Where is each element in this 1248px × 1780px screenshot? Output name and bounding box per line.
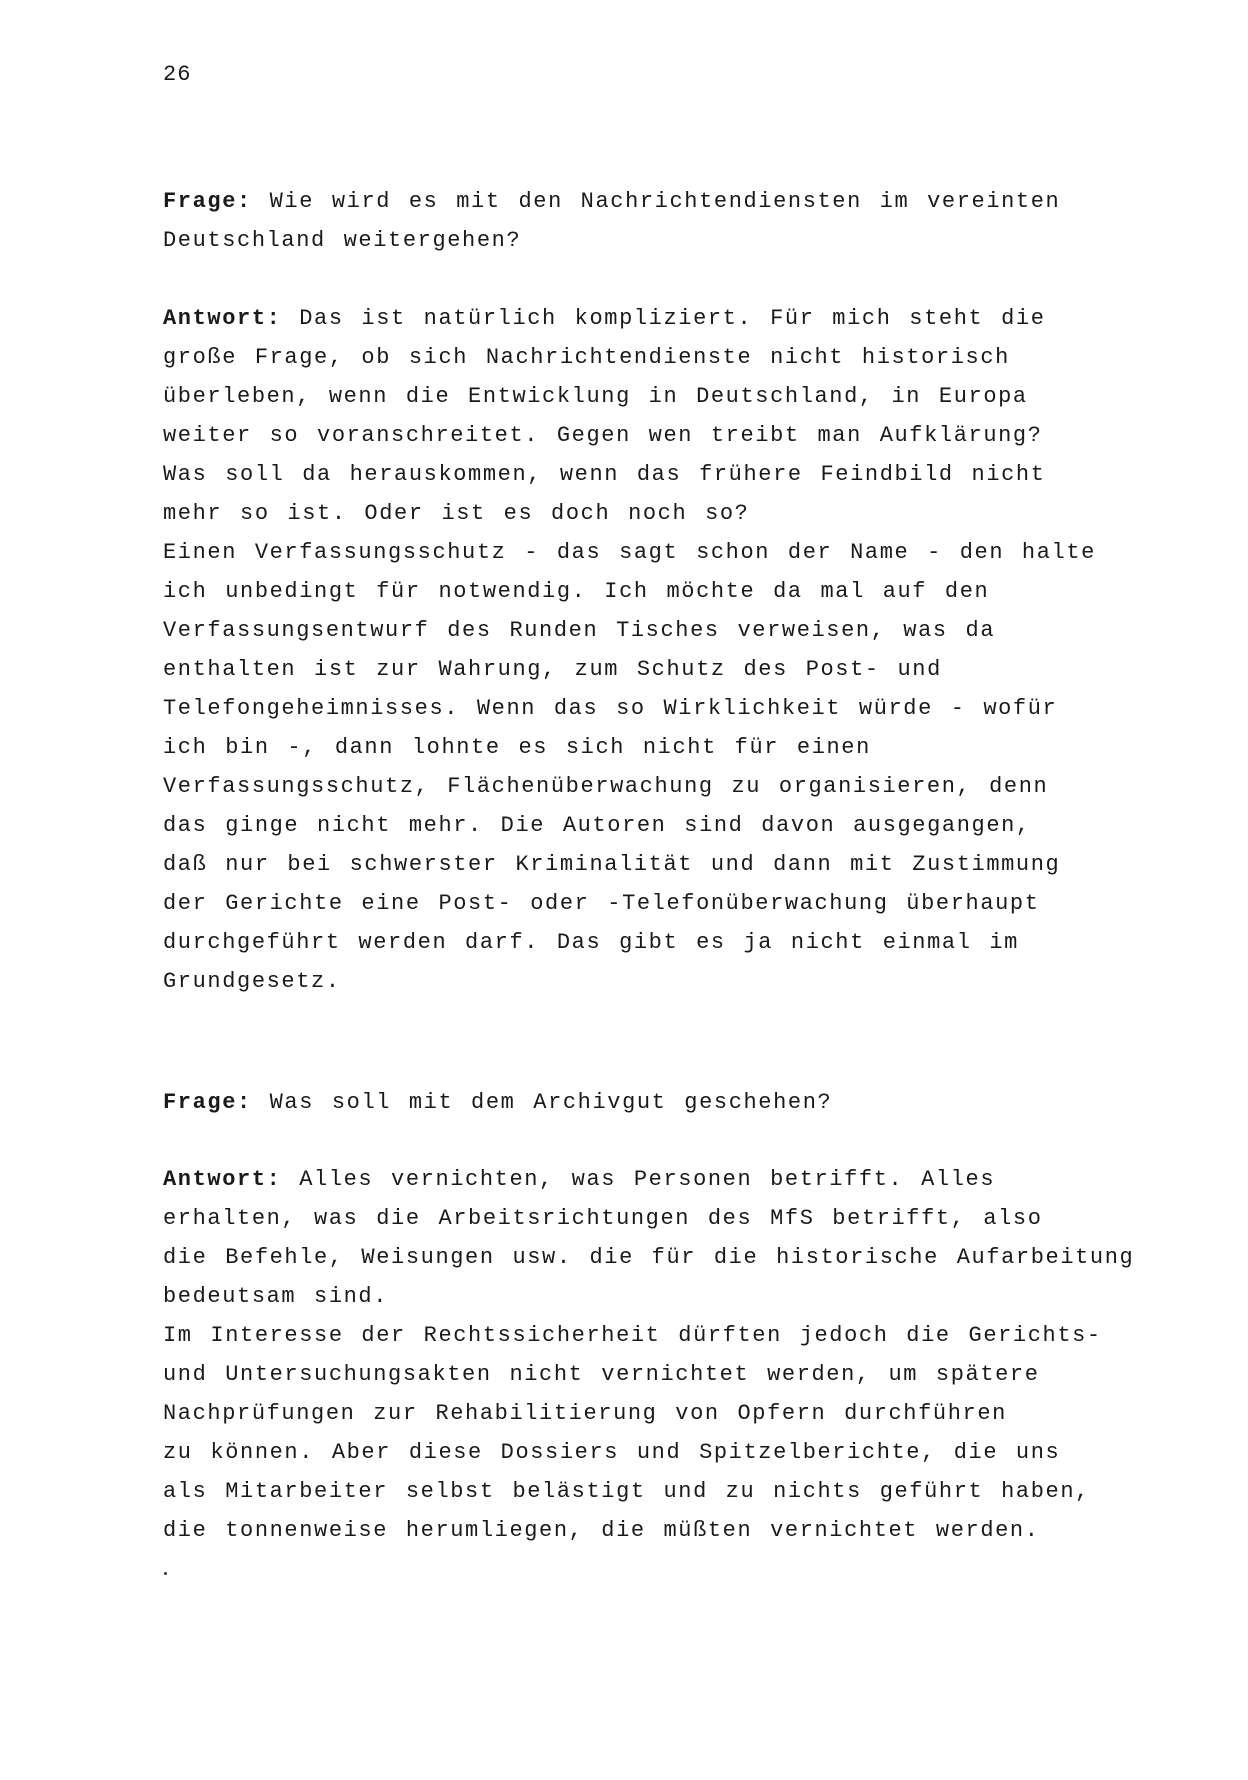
stray-mark	[164, 1572, 167, 1575]
text-line: überleben, wenn die Entwicklung in Deutschland, in Europa	[163, 384, 1028, 409]
text-line: und Untersuchungsakten nicht vernichtet werden, um spätere	[163, 1362, 1040, 1387]
text-line: Was soll da herauskommen, wenn das frühere Feindbild nicht	[163, 462, 1046, 487]
text-line: Frage: Wie wird es mit den Nachrichtendiensten im vereinten	[163, 189, 1061, 214]
question-label: Frage:	[163, 1090, 252, 1115]
text-line: durchgeführt werden darf. Das gibt es ja nicht einmal im	[163, 930, 1019, 955]
answer-label: Antwort:	[163, 1167, 282, 1192]
answer-label: Antwort:	[163, 306, 282, 331]
text-line: Antwort: Das ist natürlich kompliziert. Für mich steht die	[163, 306, 1046, 331]
text-line: bedeutsam sind.	[163, 1284, 389, 1309]
text-line: Verfassungsentwurf des Runden Tisches verweisen, was da	[163, 618, 996, 643]
text-line: als Mitarbeiter selbst belästigt und zu nichts geführt haben,	[163, 1479, 1090, 1504]
question-label: Frage:	[163, 189, 252, 214]
text-line: weiter so voranschreitet. Gegen wen treibt man Aufklärung?	[163, 423, 1043, 448]
text-line: Verfassungsschutz, Flächenüberwachung zu organisieren, denn	[163, 774, 1049, 799]
question-1	[163, 182, 1193, 260]
text-line: die tonnenweise herumliegen, die müßten vernichtet werden.	[163, 1518, 1040, 1543]
text-line: Grundgesetz.	[163, 969, 341, 994]
text-line: ich unbedingt für notwendig. Ich möchte da mal auf den	[163, 579, 990, 604]
text-line: die Befehle, Weisungen usw. die für die historische Aufarbeitung	[163, 1245, 1135, 1270]
text-line: Telefongeheimnisses. Wenn das so Wirklichkeit würde - wofür	[163, 696, 1058, 721]
text-line: daß nur bei schwerster Kriminalität und dann mit Zustimmung	[163, 852, 1061, 877]
answer-2	[163, 1160, 1193, 1550]
text-line: das ginge nicht mehr. Die Autoren sind davon ausgegangen,	[163, 813, 1031, 838]
text-line: Antwort: Alles vernichten, was Personen betrifft. Alles	[163, 1167, 996, 1192]
text-line: enthalten ist zur Wahrung, zum Schutz des Post- und	[163, 657, 942, 682]
text-line: zu können. Aber diese Dossiers und Spitzelberichte, die uns	[163, 1440, 1061, 1465]
text-line: mehr so ist. Oder ist es doch noch so?	[163, 501, 750, 526]
text-line: erhalten, was die Arbeitsrichtungen des MfS betrifft, also	[163, 1206, 1043, 1231]
answer-1	[163, 299, 1193, 1001]
text-line: Deutschland weitergehen?	[163, 228, 522, 253]
text-line: große Frage, ob sich Nachrichtendienste nicht historisch	[163, 345, 1010, 370]
text-line: Einen Verfassungsschutz - das sagt schon der Name - den halte	[163, 540, 1096, 565]
text-line: Frage: Was soll mit dem Archivgut geschehen?	[163, 1090, 833, 1115]
page-number: 26	[163, 62, 192, 87]
text-line: Im Interesse der Rechtssicherheit dürften jedoch die Gerichts-	[163, 1323, 1102, 1348]
text-line: der Gerichte eine Post- oder -Telefonüberwachung überhaupt	[163, 891, 1040, 916]
question-2	[163, 1083, 1193, 1122]
text-line: Nachprüfungen zur Rehabilitierung von Opfern durchführen	[163, 1401, 1007, 1426]
text-line: ich bin -, dann lohnte es sich nicht für einen	[163, 735, 871, 760]
